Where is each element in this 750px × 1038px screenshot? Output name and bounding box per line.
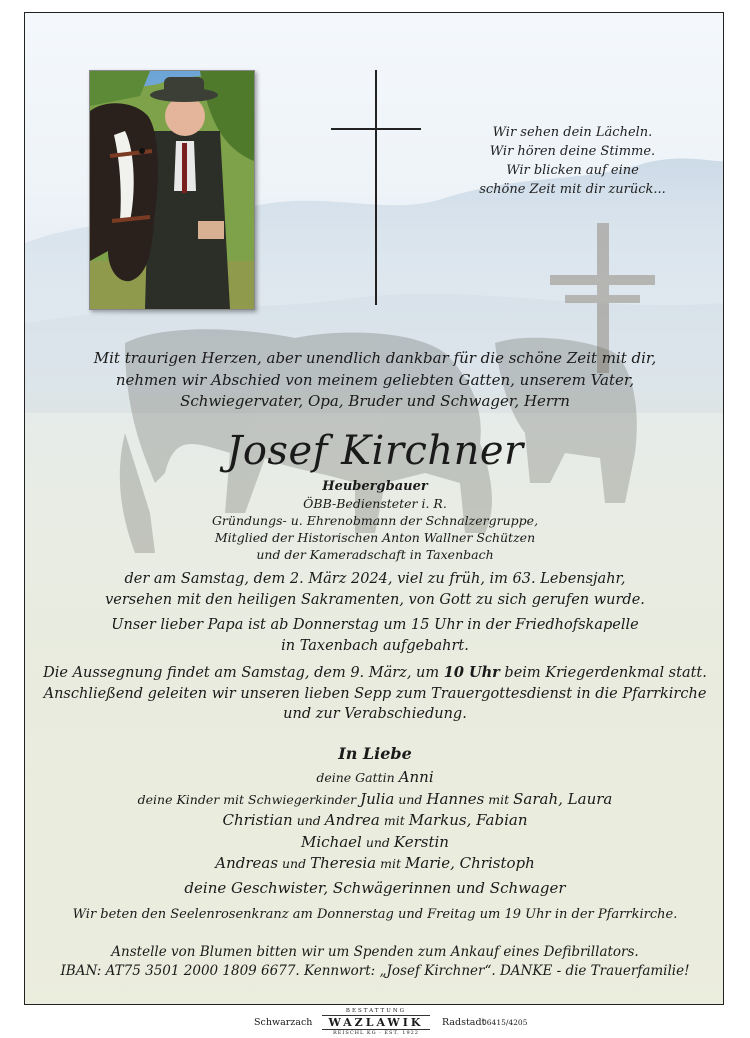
ceremony-text: beim Kriegerdenkmal statt. — [499, 665, 707, 681]
horse-head — [90, 103, 158, 281]
family-member: Andreas — [215, 854, 279, 872]
family-connector: und — [292, 813, 325, 828]
donation-line: IBAN: AT75 3501 2000 1809 6677. Kennwort: „Josef Kirchner“. DANKE - die Trauerfamilie! — [60, 963, 690, 979]
family-member: Kerstin — [393, 832, 449, 851]
death-line: versehen mit den heiligen Sakramenten, von Gott zu sich gerufen wurde. — [105, 591, 645, 608]
family-row — [25, 810, 724, 832]
footer-phone: 06415/4205 — [482, 1018, 528, 1027]
funeral-home-footer — [0, 1006, 750, 1038]
family-row — [25, 832, 724, 854]
viewing-notice — [25, 615, 724, 656]
family-relation: deine Kinder mit Schwiegerkinder — [137, 791, 361, 807]
deceased-name: Josef Kirchner — [226, 428, 524, 474]
death-line: der am Samstag, dem 2. März 2024, viel zu früh, im 63. Lebensjahr, — [124, 571, 626, 587]
memorial-quote — [445, 123, 700, 199]
family-member: Markus, Fabian — [408, 811, 528, 829]
portrait-photo — [89, 70, 255, 310]
quote-line: Wir sehen dein Lächeln. — [492, 125, 653, 140]
ceremony-line: Anschließend geleiten wir unseren lieben Sepp zum Trauergottesdienst in die Pfarrkirche — [43, 685, 707, 702]
ceremony-time: 10 Uhr — [443, 664, 500, 681]
title-line: und der Kameradschaft in Taxenbach — [256, 547, 494, 562]
family-member: Marie, Christoph — [404, 854, 535, 872]
family-heading: In Liebe — [338, 744, 412, 763]
footer-location-left: Schwarzach — [254, 1017, 313, 1028]
cross-horizontal — [331, 128, 421, 130]
family-member: Anni — [398, 768, 434, 786]
ceremony-line: und zur Verabschiedung. — [283, 706, 467, 722]
logo-top: BESTATTUNG — [345, 1008, 407, 1014]
family-member: Theresia — [310, 854, 377, 872]
logo-bottom: REISCHL KG · EST. 1922 — [333, 1030, 419, 1036]
death-notice — [25, 569, 724, 610]
family-member: Andrea — [324, 811, 380, 829]
title-line: Mitglied der Historischen Anton Wallner Schützen — [214, 530, 536, 545]
family-list — [25, 767, 724, 898]
family-connector: und — [278, 856, 311, 871]
quote-line: schöne Zeit mit dir zurück... — [479, 182, 666, 197]
obituary-card — [24, 12, 724, 1005]
donation-notice — [25, 943, 724, 981]
logo-main: WAZLAWIK — [322, 1015, 430, 1030]
family-row — [25, 853, 724, 875]
rosary-notice: Wir beten den Seelenrosenkranz am Donnerstag und Freitag um 19 Uhr in der Pfarrkirche. — [72, 907, 678, 922]
family-row-wife — [25, 767, 724, 789]
quote-line: Wir hören deine Stimme. — [489, 144, 656, 159]
ceremony-line — [25, 663, 724, 684]
family-connector: mit — [376, 856, 405, 871]
family-connector: mit — [484, 791, 514, 807]
deceased-details — [25, 478, 724, 563]
family-member: Michael — [301, 832, 362, 851]
family-connector: mit — [379, 813, 409, 828]
funeral-home-logo — [322, 1008, 430, 1036]
ceremony-text: Die Aussegnung findet am Samstag, dem 9. März, um — [43, 665, 444, 681]
family-row-siblings — [25, 878, 724, 899]
family-connector: und — [361, 834, 394, 850]
family-member: Hannes — [426, 789, 485, 808]
family-relation: deine Gattin — [316, 770, 399, 785]
family-member: Sarah, Laura — [513, 789, 613, 808]
cross-vertical — [375, 70, 377, 305]
title-line: Gründungs- u. Ehrenobmann der Schnalzergruppe, — [211, 513, 539, 528]
family-row-children — [25, 789, 724, 811]
family-member: Julia — [360, 789, 395, 808]
intro-line: nehmen wir Abschied von meinem geliebten Gatten, unserem Vater, — [115, 370, 635, 389]
donation-line: Anstelle von Blumen bitten wir um Spenden zum Ankauf eines Defibrillators. — [111, 944, 639, 960]
family-connector: und — [394, 791, 427, 807]
intro-line: Schwiegervater, Opa, Bruder und Schwager, Herrn — [180, 392, 570, 410]
family-member: Christian — [222, 811, 293, 829]
family-relation: deine Geschwister, Schwägerinnen und Schwager — [184, 878, 566, 897]
farm-name: Heubergbauer — [322, 479, 428, 494]
ceremony-notice — [25, 663, 724, 725]
viewing-line: in Taxenbach aufgebahrt. — [281, 637, 469, 654]
intro-text — [25, 348, 724, 413]
footer-location-right: Radstadt — [442, 1017, 486, 1028]
title-line: ÖBB-Bediensteter i. R. — [303, 496, 447, 511]
viewing-line: Unser lieber Papa ist ab Donnerstag um 15 Uhr in der Friedhofskapelle — [111, 617, 639, 633]
quote-line: Wir blicken auf eine — [506, 163, 639, 178]
intro-line: Mit traurigen Herzen, aber unendlich dankbar für die schöne Zeit mit dir, — [93, 349, 657, 367]
